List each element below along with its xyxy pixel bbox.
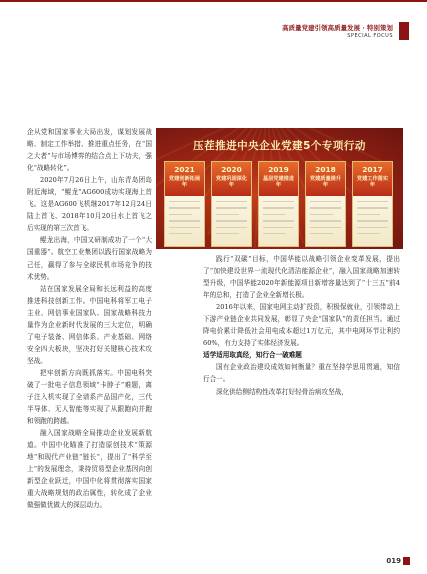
page-number-marker <box>403 557 410 565</box>
card-text-line <box>216 207 247 208</box>
year-card <box>164 161 205 247</box>
card-text-line <box>310 214 333 215</box>
card-text-line <box>263 201 294 202</box>
card-text-line <box>263 214 286 215</box>
card-header <box>165 162 204 196</box>
card-text-line <box>263 233 286 234</box>
right-paragraph: 国有企业政治建设成效如何衡量？重在坚持学思用贯通，知信行合一。 <box>203 363 400 384</box>
card-text-line <box>310 207 341 208</box>
card-header <box>353 162 392 196</box>
card-text-line <box>357 227 388 228</box>
year-card <box>305 161 346 247</box>
year-card <box>352 161 393 247</box>
right-paragraph: 2016年以来，国家电网主动扩投资，积极保就业，引领带动上下游产业链企业共同发展，彰显了央企“国家队”的责任担当。通过降电价累计降低社会用电成本超过1万亿元，其中电网环节让利约60%，有力支持了实体经济发展。 <box>203 303 400 348</box>
card-text-line <box>216 233 239 234</box>
card-text-line <box>310 233 333 234</box>
card-header <box>259 162 298 196</box>
section-subtitle: SPECIAL FOCUS <box>347 33 393 39</box>
card-text-line <box>169 227 200 228</box>
left-paragraph: 把牢创新方向既抓落实。中国电科突破了一批电子信息领域“卡脖子”难题，离子注入机实现了全谱系产品国产化，三代半导体、无人智能等实现了从跟跑向并跑和领跑的跨越。 <box>27 368 152 426</box>
card-year: 2018 <box>315 165 336 174</box>
card-year: 2020 <box>221 165 242 174</box>
card-text-line <box>310 201 341 202</box>
card-text-line <box>216 227 247 228</box>
left-paragraph: 鲲龙出海，中国又研制成功了一个“大国重器”。航空工业集团以践行国家战略为己任，赢得了参与全球民机市场竞争的技术优势。 <box>27 236 152 281</box>
right-paragraph: 践行“双碳”目标，中国华能以战略引领企业变革发展，提出了“加快建设世界一流现代化清洁能源企业”，融入国家战略加速转型升级，中国华能2020年新能源项目新增容量达到了“十三五”前4年的总和，打造了企业全新增长极。 <box>203 255 400 300</box>
card-text-line <box>216 220 247 221</box>
header-color-marker <box>399 22 409 40</box>
card-text-line <box>169 201 200 202</box>
left-paragraph: 站在国家发展全局和长远利益的高度推进科技创新工作。中国电科将军工电子主业、网信事业国家队、国家战略科技力量作为企业新时代发展的三大定位，明确了电子装备、网信体系、产业基础、网络安全四大板块，坚决打好关键核心技术攻坚战。 <box>27 284 152 365</box>
left-paragraph: 2020年7月26日上午，山东青岛团岛附近海域，“鲲龙”AG600成功实现海上首飞。这是AG600飞机继2017年12月24日陆上首飞、2018年10月20日水上首飞之后实现的第三次首飞。 <box>27 176 152 233</box>
card-label: 党建工作落实年 <box>356 176 389 189</box>
card-text-line <box>310 227 341 228</box>
card-label: 党建巩固深化年 <box>215 176 248 189</box>
left-paragraph: 融入国家战略全局推动企业发展新航道。中国中化瞄准了打造原创技术“策源地”和现代产业链“链长”，提出了“科学至上”的发展理念，秉持贸易型企业基因向创新型企业跃迁，中国中化将贯彻落实国家重大战略规划的政治属性，转化成了企业做强做优做大的深层动力。 <box>27 429 152 510</box>
year-card <box>258 161 299 247</box>
page-header <box>0 0 427 42</box>
card-text-line <box>263 220 294 221</box>
section-title: 高质量党建引领高质量发展 · 特别策划 <box>282 24 393 32</box>
card-text-line <box>216 201 247 202</box>
right-column <box>203 253 400 398</box>
page-number: 019 <box>386 557 401 565</box>
card-text-line <box>169 220 200 221</box>
card-text-line <box>357 214 380 215</box>
left-paragraph: 企从党和国家事业大局出发，谋划发展战略、制定工作举措、推进重点任务，在“国之大者”与市场博弈的结合点上下功夫，强化“战略转化”。 <box>27 128 152 173</box>
infographic-figure <box>156 128 403 249</box>
card-text-line <box>216 214 239 215</box>
year-card <box>211 161 252 247</box>
header-rule <box>0 0 427 2</box>
card-label: 基层党建推进年 <box>262 176 295 189</box>
right-paragraph: 深化供给侧结构性改革打好轻骨治病攻坚战， <box>216 387 348 396</box>
card-text-line <box>169 207 200 208</box>
card-text-line <box>263 207 294 208</box>
card-label: 党建质量提升年 <box>309 176 342 189</box>
card-header <box>306 162 345 196</box>
card-header <box>212 162 251 196</box>
card-text-line <box>357 207 388 208</box>
subheading: 适学适用取真经，知行合一破难题 <box>203 351 302 360</box>
figure-title: 压茬推进中央企业党建5个专项行动 <box>193 140 366 152</box>
card-year: 2021 <box>174 165 195 174</box>
card-label: 党建创新拓展年 <box>168 176 201 189</box>
card-text-line <box>263 227 294 228</box>
left-column <box>27 126 152 512</box>
card-text-line <box>169 214 192 215</box>
card-text-line <box>310 220 341 221</box>
card-text-line <box>357 220 388 221</box>
card-year: 2019 <box>268 165 289 174</box>
card-text-line <box>357 233 380 234</box>
card-text-line <box>357 201 388 202</box>
card-text-line <box>169 233 192 234</box>
card-year: 2017 <box>362 165 383 174</box>
